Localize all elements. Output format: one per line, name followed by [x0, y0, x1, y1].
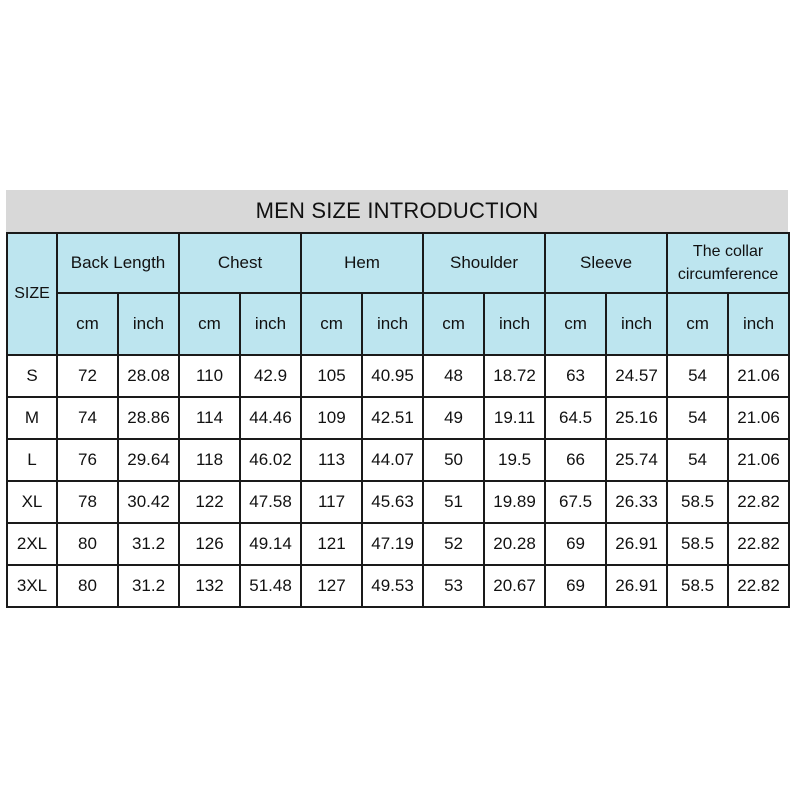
size-label-cell: S [7, 355, 57, 397]
unit-inch: inch [240, 293, 301, 355]
measurement-cell: 78 [57, 481, 118, 523]
measurement-cell: 21.06 [728, 355, 789, 397]
measurement-cell: 54 [667, 397, 728, 439]
unit-inch: inch [362, 293, 423, 355]
measurement-cell: 46.02 [240, 439, 301, 481]
measurement-cell: 18.72 [484, 355, 545, 397]
measurement-cell: 42.51 [362, 397, 423, 439]
measurement-cell: 76 [57, 439, 118, 481]
measurement-cell: 25.74 [606, 439, 667, 481]
size-label-cell: 3XL [7, 565, 57, 607]
measurement-cell: 109 [301, 397, 362, 439]
size-column-header: SIZE [7, 233, 57, 355]
measurement-cell: 132 [179, 565, 240, 607]
measurement-cell: 26.91 [606, 523, 667, 565]
table-row [7, 397, 789, 439]
measurement-cell: 45.63 [362, 481, 423, 523]
measurement-cell: 58.5 [667, 481, 728, 523]
measurement-cell: 21.06 [728, 439, 789, 481]
unit-inch: inch [606, 293, 667, 355]
measurement-cell: 54 [667, 439, 728, 481]
unit-cm: cm [179, 293, 240, 355]
size-label-cell: XL [7, 481, 57, 523]
measurement-cell: 28.86 [118, 397, 179, 439]
measurement-cell: 113 [301, 439, 362, 481]
measurement-cell: 31.2 [118, 565, 179, 607]
measurement-cell: 20.67 [484, 565, 545, 607]
table-row [7, 355, 789, 397]
measurement-cell: 20.28 [484, 523, 545, 565]
measurement-cell: 69 [545, 565, 606, 607]
measurement-cell: 22.82 [728, 523, 789, 565]
measurement-cell: 63 [545, 355, 606, 397]
measurement-cell: 105 [301, 355, 362, 397]
unit-cm: cm [57, 293, 118, 355]
unit-cm: cm [301, 293, 362, 355]
measurement-cell: 126 [179, 523, 240, 565]
measurement-cell: 21.06 [728, 397, 789, 439]
measurement-cell: 52 [423, 523, 484, 565]
measurement-cell: 40.95 [362, 355, 423, 397]
measurement-cell: 49 [423, 397, 484, 439]
table-row [7, 481, 789, 523]
measurement-cell: 19.11 [484, 397, 545, 439]
measurement-cell: 117 [301, 481, 362, 523]
measurement-cell: 31.2 [118, 523, 179, 565]
measurement-cell: 26.91 [606, 565, 667, 607]
header-unit-row [7, 293, 789, 355]
measurement-cell: 121 [301, 523, 362, 565]
measurement-cell: 110 [179, 355, 240, 397]
unit-cm: cm [545, 293, 606, 355]
size-label-cell: L [7, 439, 57, 481]
size-rows [7, 355, 789, 607]
table-row [7, 565, 789, 607]
measurement-cell: 44.07 [362, 439, 423, 481]
measurement-cell: 69 [545, 523, 606, 565]
hem-header: Hem [301, 233, 423, 293]
measurement-cell: 26.33 [606, 481, 667, 523]
measurement-cell: 22.82 [728, 565, 789, 607]
collar-header-line2: circumference [677, 266, 779, 283]
measurement-cell: 64.5 [545, 397, 606, 439]
unit-cm: cm [423, 293, 484, 355]
measurement-cell: 19.5 [484, 439, 545, 481]
measurement-cell: 51 [423, 481, 484, 523]
measurement-cell: 48 [423, 355, 484, 397]
table-row [7, 523, 789, 565]
size-label-cell: M [7, 397, 57, 439]
measurement-cell: 44.46 [240, 397, 301, 439]
measurement-cell: 53 [423, 565, 484, 607]
measurement-cell: 72 [57, 355, 118, 397]
measurement-cell: 127 [301, 565, 362, 607]
chest-header: Chest [179, 233, 301, 293]
measurement-cell: 24.57 [606, 355, 667, 397]
measurement-cell: 58.5 [667, 523, 728, 565]
shoulder-header: Shoulder [423, 233, 545, 293]
measurement-cell: 49.53 [362, 565, 423, 607]
measurement-cell: 54 [667, 355, 728, 397]
collar-circumference-header [667, 233, 789, 293]
measurement-cell: 122 [179, 481, 240, 523]
measurement-cell: 114 [179, 397, 240, 439]
unit-cm: cm [667, 293, 728, 355]
measurement-cell: 22.82 [728, 481, 789, 523]
measurement-cell: 25.16 [606, 397, 667, 439]
measurement-cell: 66 [545, 439, 606, 481]
measurement-cell: 51.48 [240, 565, 301, 607]
measurement-cell: 74 [57, 397, 118, 439]
measurement-cell: 50 [423, 439, 484, 481]
measurement-cell: 58.5 [667, 565, 728, 607]
collar-header-line1: The collar [692, 243, 764, 260]
unit-inch: inch [484, 293, 545, 355]
table-title: MEN SIZE INTRODUCTION [6, 190, 788, 232]
measurement-cell: 28.08 [118, 355, 179, 397]
measurement-cell: 29.64 [118, 439, 179, 481]
measurement-cell: 80 [57, 523, 118, 565]
measurement-cell: 118 [179, 439, 240, 481]
header-group-row [7, 233, 789, 293]
unit-inch: inch [728, 293, 789, 355]
size-chart-table [6, 232, 790, 608]
back-length-header: Back Length [57, 233, 179, 293]
measurement-cell: 30.42 [118, 481, 179, 523]
table-row [7, 439, 789, 481]
unit-inch: inch [118, 293, 179, 355]
measurement-cell: 42.9 [240, 355, 301, 397]
measurement-cell: 47.58 [240, 481, 301, 523]
sleeve-header: Sleeve [545, 233, 667, 293]
size-label-cell: 2XL [7, 523, 57, 565]
measurement-cell: 67.5 [545, 481, 606, 523]
measurement-cell: 49.14 [240, 523, 301, 565]
measurement-cell: 47.19 [362, 523, 423, 565]
measurement-cell: 19.89 [484, 481, 545, 523]
measurement-cell: 80 [57, 565, 118, 607]
